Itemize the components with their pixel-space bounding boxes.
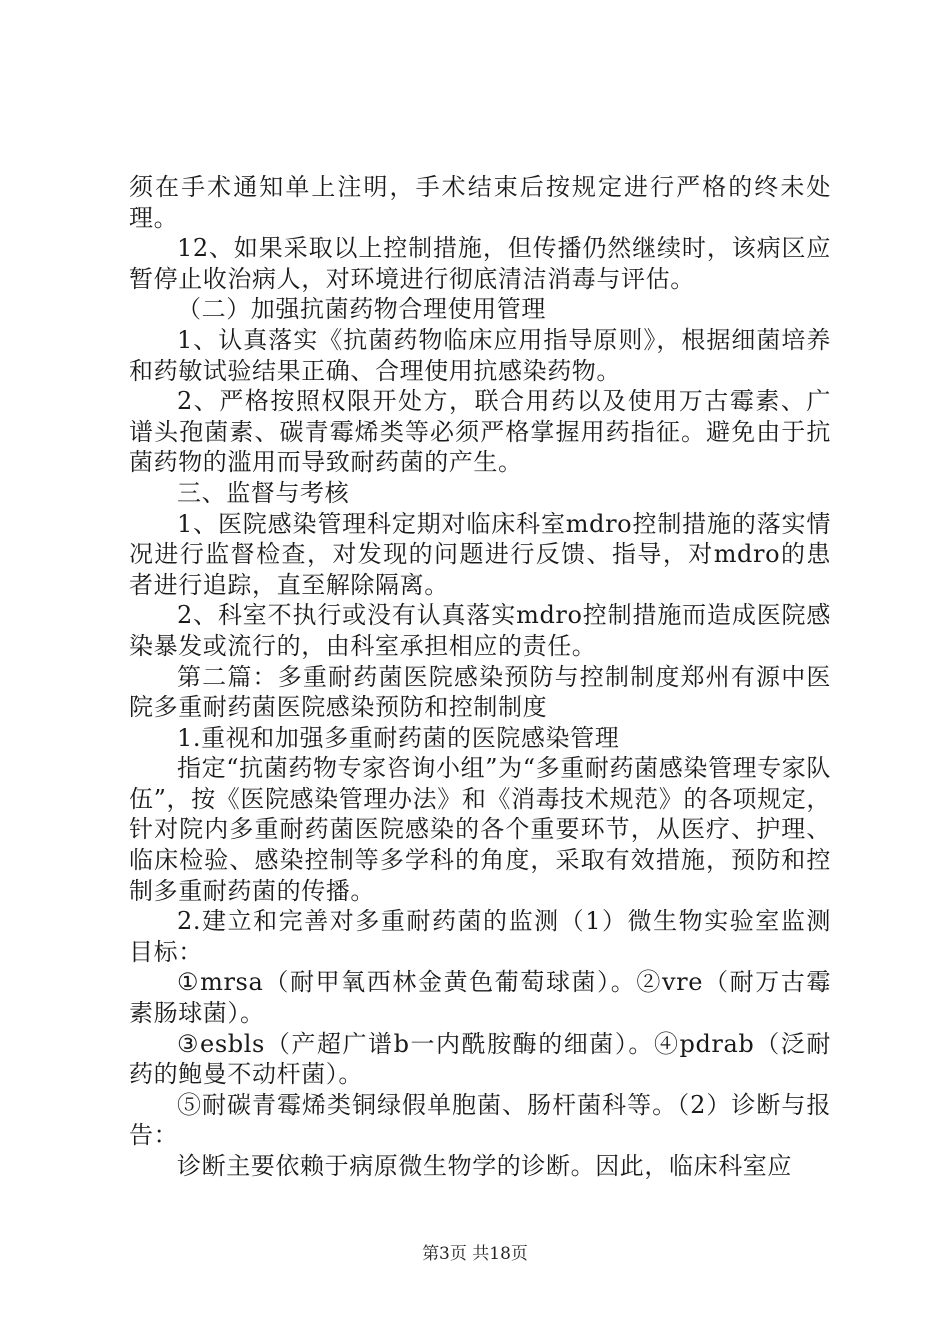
document-body bbox=[129, 172, 831, 1182]
body-paragraph: 1.重视和加强多重耐药菌的医院感染管理 bbox=[177, 723, 620, 752]
page-number-footer: 第3页 共18页 bbox=[422, 1244, 528, 1264]
body-paragraph: 第二篇：多重耐药菌医院感染预防与控制制度郑州有源中医院多重耐药菌医院感染预防和控制制度 bbox=[129, 662, 831, 722]
body-paragraph: 三、监督与考核 bbox=[177, 478, 350, 507]
body-paragraph: ③esbls（产超广谱b一内酰胺酶的细菌）。④pdrab（泛耐药的鲍曼不动杆菌）。 bbox=[129, 1029, 831, 1089]
body-paragraph: 2、科室不执行或没有认真落实mdro控制措施而造成医院感染暴发或流行的，由科室承担相应的责任。 bbox=[129, 601, 831, 660]
body-paragraph: 12、如果采取以上控制措施，但传播仍然继续时，该病区应暂停止收治病人，对环境进行彻底清洁消毒与评估。 bbox=[129, 234, 831, 293]
body-paragraph: 须在手术通知单上注明，手术结束后按规定进行严格的终未处理。 bbox=[129, 173, 831, 232]
body-paragraph: ①mrsa（耐甲氧西林金黄色葡萄球菌）。②vre（耐万古霉素肠球菌）。 bbox=[129, 968, 831, 1028]
body-paragraph: （二）加强抗菌药物合理使用管理 bbox=[177, 295, 546, 324]
body-paragraph: 诊断主要依赖于病原微生物学的诊断。因此，临床科室应 bbox=[177, 1152, 792, 1180]
body-paragraph: 指定“抗菌药物专家咨询小组”为“多重耐药菌感染管理专家队伍”，按《医院感染管理办法》和《消毒技术规范》的各项规定，针对院内多重耐药菌医院感染的各个重要环节，从医疗、护理、临床检验、感染控制等多学科的角度，采取有效措施，预防和控制多重耐药菌的传播。 bbox=[129, 754, 831, 905]
body-paragraph: 2.建立和完善对多重耐药菌的监测（1）微生物实验室监测目标： bbox=[129, 907, 831, 966]
body-paragraph: 1、医院感染管理科定期对临床科室mdro控制措施的落实情况进行监督检查，对发现的问题进行反馈、指导，对mdro的患者进行追踪，直至解除隔离。 bbox=[129, 509, 831, 599]
body-paragraph: 1、认真落实《抗菌药物临床应用指导原则》，根据细菌培养和药敏试验结果正确、合理使用抗感染药物。 bbox=[129, 325, 831, 385]
body-paragraph: 2、严格按照权限开处方，联合用药以及使用万古霉素、广谱头孢菌素、碳青霉烯类等必须严格掌握用药指征。避免由于抗菌药物的滥用而导致耐药菌的产生。 bbox=[129, 387, 831, 477]
body-paragraph: ⑤耐碳青霉烯类铜绿假单胞菌、肠杆菌科等。（2）诊断与报告： bbox=[129, 1090, 831, 1150]
